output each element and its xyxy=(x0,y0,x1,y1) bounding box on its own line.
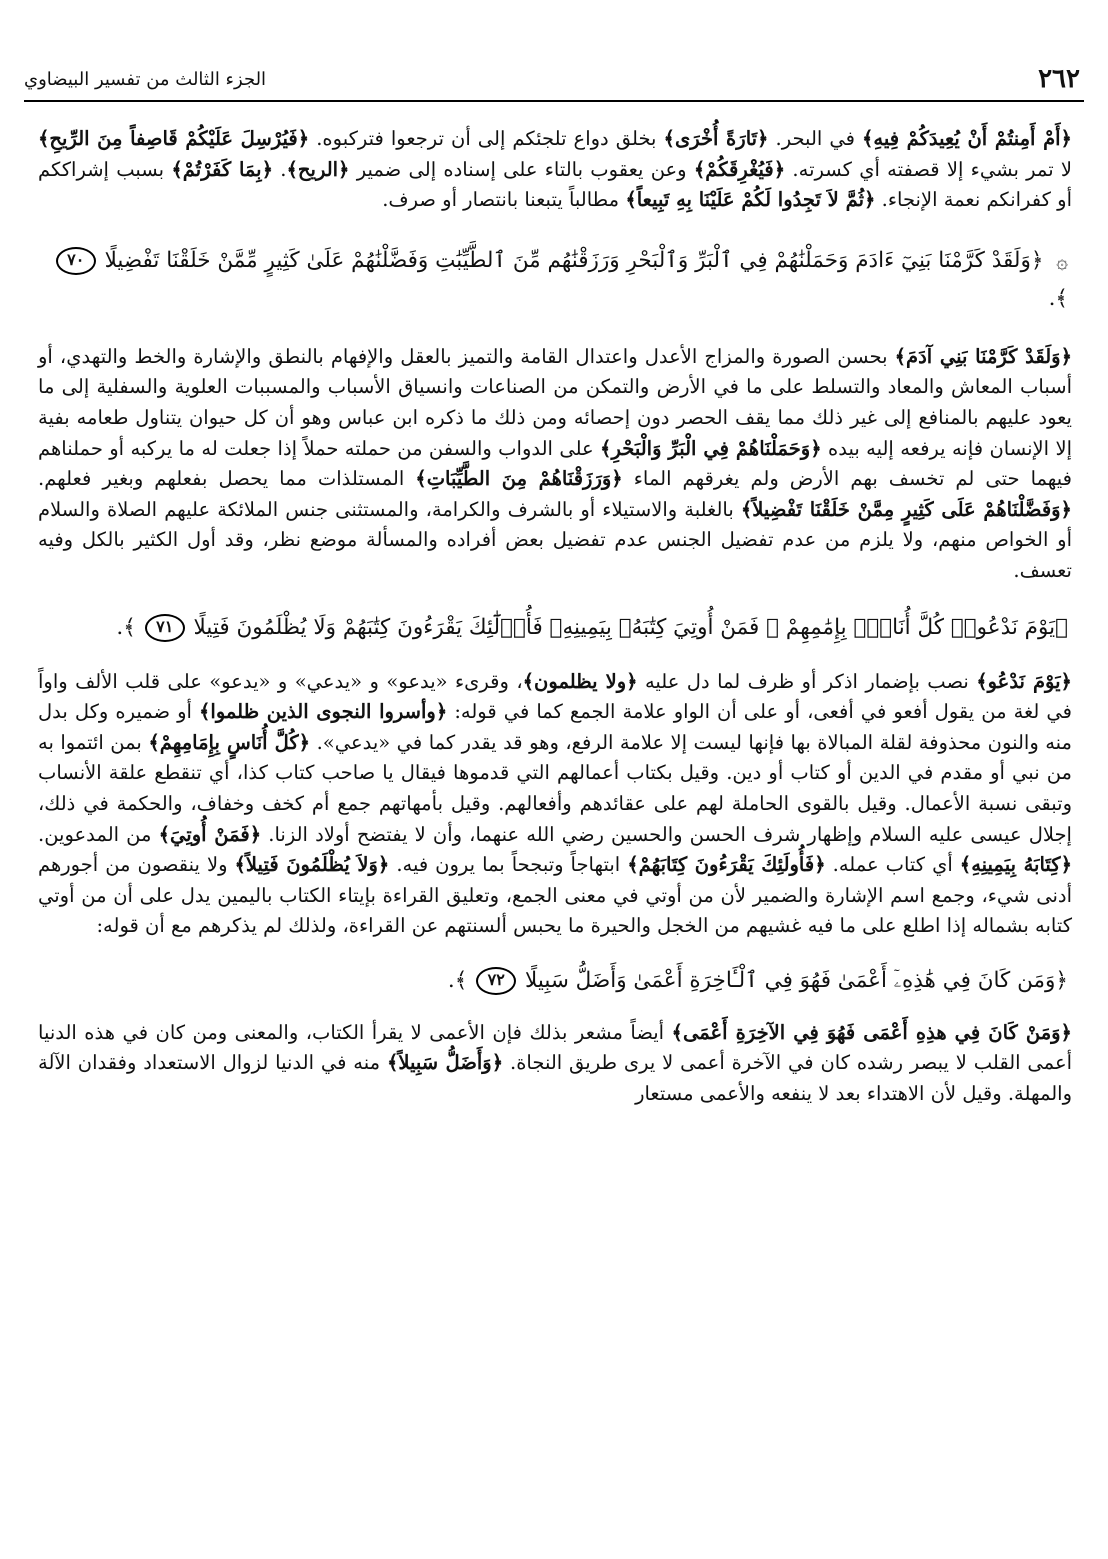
commentary-text: من المدعوين. xyxy=(38,822,159,846)
commentary-text: أو ضميره وكل بدل منه والنون محذوفة لقلة المبالاة بها فإنها ليست إلا علامة الرفع، وهو قد يقدر كما في «يدعي». xyxy=(38,700,1072,754)
page-body xyxy=(38,116,1072,1110)
running-title: الجزء الثالث من تفسير البيضاوي xyxy=(24,68,267,90)
commentary-text: بخلق دواع تلجئكم إلى أن ترجعوا فتركبوه. xyxy=(309,127,664,150)
commentary-text: أيضاً مشعر بذلك فإن الأعمى لا يقرأ الكتاب، والمعنى ومن كان في هذه الدنيا أعمى القلب لا يبصر رشده كان في الآخرة أعمى لا يرى طريق النجاة. xyxy=(38,1020,1072,1075)
quoted-verse: ﴿ولا يظلمون﴾ xyxy=(522,669,638,693)
quran-verse xyxy=(38,242,1072,318)
quran-verse xyxy=(38,609,1072,647)
quoted-verse: ﴿يَوْمَ نَدْعُو﴾ xyxy=(976,669,1072,693)
commentary-text: بحسن الصورة والمزاج الأعدل واعتدال القامة والتميز بالعقل والإفهام بالنطق والإشارة والخط والتهدي، أو أسباب المعاش والمعاد والتسلط على ما في الأرض والتمكن من الصناعات وانسياق الأسباب والمسببات العلوية والسفلية إلى ما يعود عليهم بالمنافع إلى غير ذلك مما يقف الحصر دون إحصائه ومن ذلك ما ذكره ابن عباس وهو أن كل حيوان يتناول طعامه بفية إلا الإنسان فإنه يرفعه إليه بيده xyxy=(38,344,1072,460)
quoted-verse: ﴿فَيُغْرِقَكُمْ﴾ xyxy=(693,157,786,181)
commentary-text: مطالباً يتبعنا بانتصار أو صرف. xyxy=(382,188,626,212)
commentary-text: أي كتاب عمله. xyxy=(825,853,960,877)
quoted-verse: ﴿وأسروا النجوى الذين ظلموا﴾ xyxy=(198,700,448,724)
quoted-verse: ﴿وَأَضَلُّ سَبِيلاً﴾ xyxy=(386,1051,504,1075)
verse-text: ﴿وَمَن كَانَ فِي هَٰذِهِۦٓ أَعْمَىٰ فَهُوَ فِي ٱلْـَٔاخِرَةِ أَعْمَىٰ وَأَضَلُّ سَبِيلًا xyxy=(525,967,1068,993)
verse-number-badge: ٧٢ xyxy=(476,967,516,995)
page-header xyxy=(24,62,1080,96)
quoted-verse: ﴿وَفَضَّلْنَاهُمْ عَلَى كَثِيرٍ مِمَّنْ خَلَقْنَا تَفْضِيلاً﴾ xyxy=(740,497,1072,521)
commentary-text: في البحر. xyxy=(768,127,862,150)
commentary-paragraph xyxy=(38,124,1072,216)
commentary-text: . xyxy=(273,157,287,181)
commentary-text: وعن يعقوب بالتاء على إسناده إلى ضمير xyxy=(349,157,694,181)
page-number: ٢٦٢ xyxy=(1038,64,1080,94)
commentary-text: لا تمر بشيء إلا قصفته أي كسرته. xyxy=(785,157,1072,181)
quoted-verse: ﴿كِتَابَهُ بِيَمِينِهِ﴾ xyxy=(959,853,1072,877)
verse-text: ﴿وَلَقَدْ كَرَّمْنَا بَنِيٓ ءَادَمَ وَحَمَلْنَٰهُمْ فِي ٱلْبَرِّ وَٱلْبَحْرِ وَرَزَقْنَٰهُم مِّنَ ٱلطَّيِّبَٰتِ وَفَضَّلْنَٰهُمْ عَلَىٰ كَثِيرٍ مِّمَّنْ خَلَقْنَا تَفْضِيلًا xyxy=(104,247,1044,273)
quran-verse xyxy=(38,962,1072,1000)
quoted-verse: ﴿تَارَةً أُخْرَى﴾ xyxy=(663,127,769,150)
quoted-verse: ﴿ثُمَّ لاَ تَجِدُوا لَكُمْ عَلَيْنَا بِهِ تَبِيعاً﴾ xyxy=(625,188,876,212)
quoted-verse: ﴿وَلَقَدْ كَرَّمْنَا بَنِي آدَمَ﴾ xyxy=(894,344,1072,368)
quoted-verse: ﴿وَمَنْ كَانَ فِي هذِهِ أَعْمَى فَهُوَ فِي الآخِرَةِ أَعْمَى﴾ xyxy=(671,1020,1072,1044)
commentary-text: ابتهاجاً وتبجحاً بما يرون فيه. xyxy=(389,853,628,877)
verse-number-badge: ٧١ xyxy=(145,614,185,642)
commentary-text: على الدواب والسفن من حملته حملاً إذا جعلت له ما يركبه أو حملناهم فيهما حتى لم تخسف بهم الأرض ولم يغرقهم الماء xyxy=(38,436,1072,491)
commentary-paragraph xyxy=(38,1018,1072,1110)
quoted-verse: ﴿وَلاَ يُظْلَمُونَ فَتِيلاً﴾ xyxy=(234,853,390,877)
quoted-verse: ﴿وَرَزَقْنَاهُمْ مِنَ الطَّيِّبَاتِ﴾ xyxy=(415,467,623,491)
verse-close: ﴾. xyxy=(447,967,468,993)
quoted-verse: ﴿فَيُرْسِلَ عَلَيْكُمْ قَاصِفاً مِنَ الرِّيحِ﴾ xyxy=(38,127,310,150)
quoted-verse: ﴿وَحَمَلْنَاهُمْ فِي الْبَرِّ وَالْبَحْرِ﴾ xyxy=(600,436,822,460)
quoted-verse: ﴿الريح﴾ xyxy=(286,157,350,181)
commentary-text: ، وقرىء «يدعو» و «يدعي» و «يدعو» على قلب الألف واواً في لغة من يقول أفعو في أفعى، أو على أن الواو علامة الجمع كما في قوله: xyxy=(38,669,1072,724)
commentary-text: بمن ائتموا به من نبي أو مقدم في الدين أو كتاب أو دين. وقيل بكتاب أعمالهم التي قدموها فيقال يا صاحب كتاب كذا، أي تنقطع علقة الأنساب وتبقى نسبة الأعمال. وقيل بالقوى الحاملة لهم على عقائدهم وأفعالهم. وقيل بأمهاتهم جمع أم كخف وخفاف، والحكمة في ذلك، إجلال عيسى عليه السلام وإظهار شرف الحسن والحسين رضي الله عنهما، وأن لا يفتضح أولاد الزنا. xyxy=(38,730,1072,846)
commentary-text: المستلذات مما يحصل بفعلهم وبغير فعلهم. xyxy=(38,467,416,491)
commentary-paragraph xyxy=(38,667,1072,942)
commentary-text: بسبب إشراككم أو كفرانكم نعمة الإنجاء. xyxy=(38,157,1072,212)
quoted-verse: ﴿بِمَا كَفَرْتُمْ﴾ xyxy=(171,157,274,181)
verse-close: ﴾. xyxy=(116,614,136,640)
verse-number-badge: ٧٠ xyxy=(56,247,96,275)
quoted-verse: ﴿فَأُولَئِكَ يَقْرَءُونَ كِتَابَهُمْ﴾ xyxy=(627,853,826,877)
commentary-text: بالغلبة والاستيلاء أو بالشرف والكرامة، والمستثنى جنس الملائكة عليهم الصلاة والسلام أو الخواص منهم، ولا يلزم من عدم تفضيل الجنس عدم تفضيل بعض أفراده والمسألة موضع نظر، وقد أول الكثير بالكل وفيه تعسف. xyxy=(38,497,1072,582)
commentary-paragraph xyxy=(38,342,1072,587)
header-rule xyxy=(24,100,1084,102)
verse-close: ﴾. xyxy=(1048,285,1068,311)
quoted-verse: ﴿أَمْ أَمِنتُمْ أَنْ يُعِيدَكُمْ فِيهِ﴾ xyxy=(861,127,1072,150)
commentary-text: منه في الدنيا لزوال الاستعداد وفقدان الآلة والمهلة. وقيل لأن الاهتداء بعد لا ينفعه والأعمى مستعار xyxy=(38,1051,1072,1106)
verse-text: ﴿يَوْمَ نَدْعُوا۟ كُلَّ أُنَاسٍۭ بِإِمَٰمِهِمْ ۖ فَمَنْ أُوتِيَ كِتَٰبَهُۥ بِيَمِينِهِۦ فَأُو۟لَٰٓئِكَ يَقْرَءُونَ كِتَٰبَهُمْ وَلَا يُظْلَمُونَ فَتِيلًا xyxy=(193,614,1068,640)
rub-el-hizb-icon: ۞ xyxy=(1056,248,1068,273)
commentary-text: ولا ينقصون من أجورهم أدنى شيء، وجمع اسم الإشارة والضمير لأن من أوتي في معنى الجمع، وتعليق القراءة بإيتاء الكتاب باليمين يدل على أن من أوتي كتابه بشماله إذا اطلع على ما فيه غشيهم من الخجل والحيرة ما يحبس ألسنتهم عن القراءة، ولذلك لم يذكرهم مع أن قوله: xyxy=(38,853,1072,938)
commentary-text: نصب بإضمار اذكر أو ظرف لما دل عليه xyxy=(637,669,977,693)
quoted-verse: ﴿فَمَنْ أُوتِيَ﴾ xyxy=(158,822,262,846)
quoted-verse: ﴿كُلَّ أُنَاسٍ بِإِمَامِهِمْ﴾ xyxy=(148,730,311,754)
